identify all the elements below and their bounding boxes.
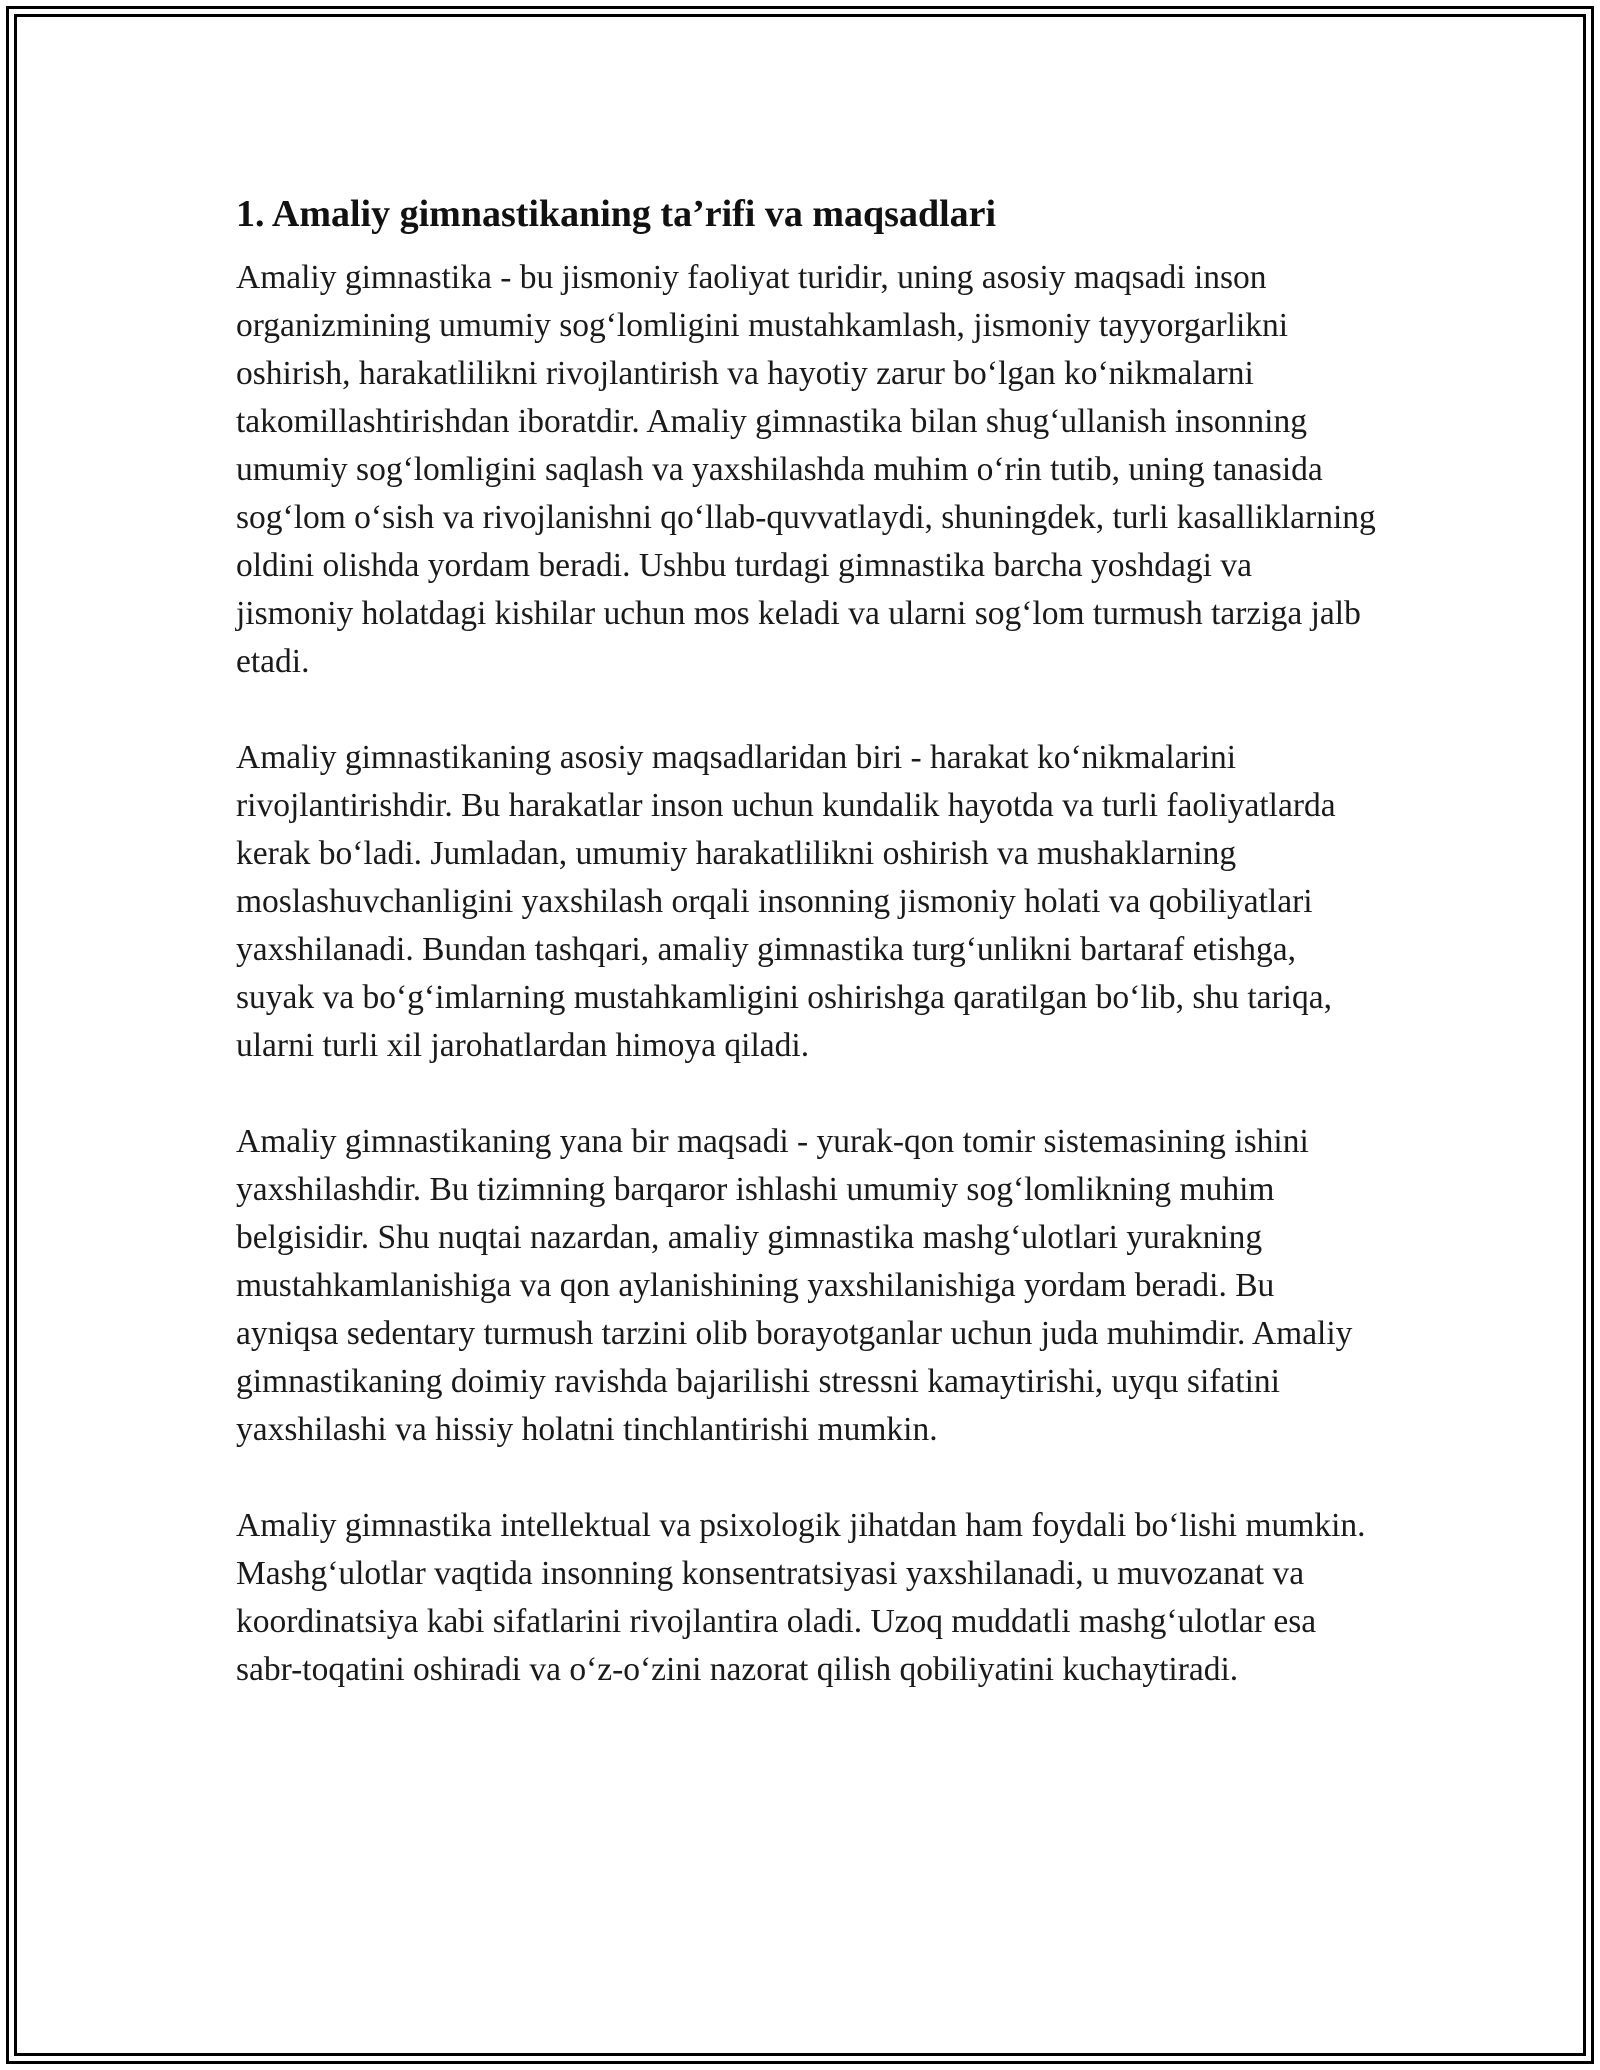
paragraph-cardiovascular: Amaliy gimnastikaning yana bir maqsadi - yurak-qon tomir sistemasining ishini yaxshilashdir. Bu tizimning barqaror ishlashi umumiy sog‘lomlikning muhim belgisidir. Shu nuqtai nazardan, amaliy gimnastika mashg‘ulotlari yurakning mustahkamlanishiga va qon aylanishining yaxshilanishiga yordam beradi. Bu ayniqsa sedentary turmush tarzini olib borayotganlar uchun juda muhimdir. Amaliy gimnastikaning doimiy ravishda bajarilishi stressni kamaytirishi, uyqu sifatini yaxshilashi va hissiy holatni tinchlantirishi mumkin. [236,1123,1353,1448]
paragraph-definition: Amaliy gimnastika - bu jismoniy faoliyat turidir, uning asosiy maqsadi inson organizmining umumiy sog‘lomligini mustahkamlash, jismoniy tayyorgarlikni oshirish, harakatlilikni rivojlantirish va hayotiy zarur bo‘lgan ko‘nikmalarni takomillashtirishdan iboratdir. Amaliy gimnastika bilan shug‘ullanish insonning umumiy sog‘lomligini saqlash va yaxshilashda muhim o‘rin tutib, uning tanasida sog‘lom o‘sish va rivojlanishni qo‘llab-quvvatlaydi, shuningdek, turli kasalliklarning oldini olishda yordam beradi. Ushbu turdagi gimnastika barcha yoshdagi va jismoniy holatdagi kishilar uchun mos keladi va ularni sog‘lom turmush tarziga jalb etadi. [236,259,1376,680]
paragraph-motor-skills: Amaliy gimnastikaning asosiy maqsadlaridan biri - harakat ko‘nikmalarini rivojlantirishdir. Bu harakatlar inson uchun kundalik hayotda va turli faoliyatlarda kerak bo‘ladi. Jumladan, umumiy harakatlilikni oshirish va mushaklarning moslashuvchanligini yaxshilash orqali insonning jismoniy holati va qobiliyatlari yaxshilanadi. Bundan tashqari, amaliy gimnastika turg‘unlikni bartaraf etishga, suyak va bo‘g‘imlarning mustahkamligini oshirishga qaratilgan bo‘lib, shu tariqa, ularni turli xil jarohatlardan himoya qiladi. [236,739,1336,1064]
document-body [236,186,1376,1742]
paragraph-psychological: Amaliy gimnastika intellektual va psixologik jihatdan ham foydali bo‘lishi mumkin. Mashg‘ulotlar vaqtida insonning konsentratsiyasi yaxshilanadi, u muvozanat va koordinatsiya kabi sifatlarini rivojlantira oladi. Uzoq muddatli mashg‘ulotlar esa sabr-toqatini oshiradi va o‘z-o‘zini nazorat qilish qobiliyatini kuchaytiradi. [236,1507,1366,1688]
section-heading: 1. Amaliy gimnastikaning ta’rifi va maqsadlari [236,193,997,235]
